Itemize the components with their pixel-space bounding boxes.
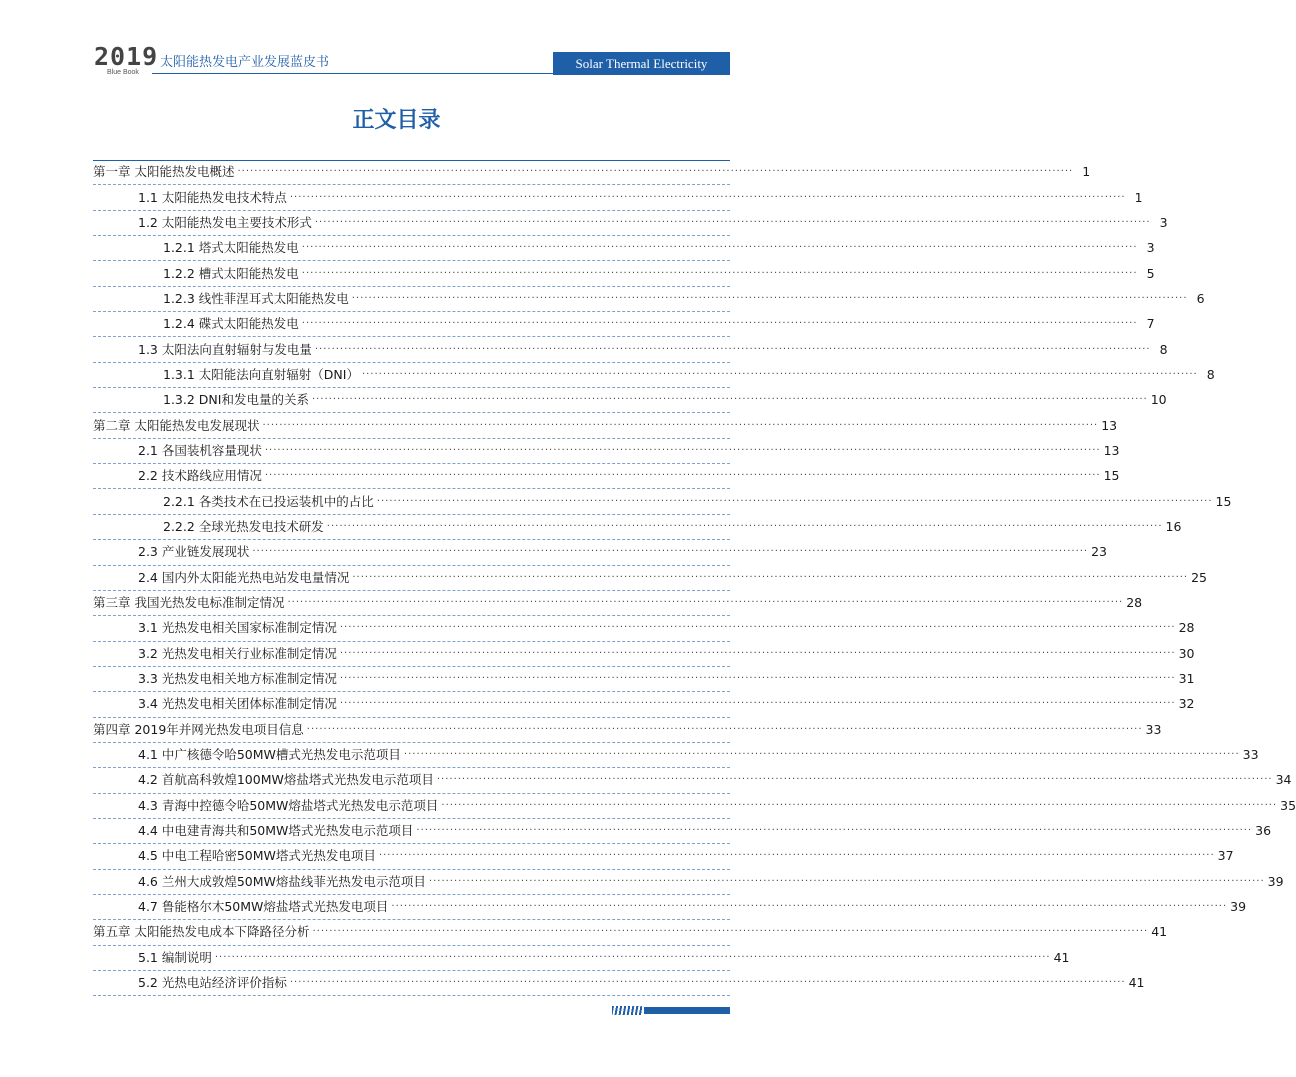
toc-entry-page: 8 (1206, 366, 1215, 382)
toc-leader-dots: ········································································································································································································ (214, 951, 1051, 963)
toc-leader-dots: ········································································································································································································ (314, 216, 1151, 228)
toc-entry[interactable] (93, 692, 1195, 717)
toc-entry-label: 5.2 光热电站经济评价指标 (138, 975, 287, 991)
toc-entry-page: 41 (1151, 924, 1168, 940)
toc-entry-page: 15 (1103, 468, 1120, 484)
toc-entry[interactable] (93, 185, 1143, 210)
toc-entry-label: 2.1 各国装机容量现状 (138, 442, 262, 458)
toc-entry-page: 5 (1146, 265, 1155, 281)
toc-entry-page: 1 (1134, 189, 1143, 205)
toc-leader-dots: ········································································································································································································ (301, 318, 1138, 330)
toc-entry-page: 13 (1103, 442, 1120, 458)
toc-entry[interactable] (93, 743, 1259, 768)
toc-entry[interactable] (93, 160, 1091, 185)
toc-entry[interactable] (93, 388, 1167, 413)
toc-entry-label: 第四章 2019年并网光热发电项目信息 (93, 721, 304, 737)
toc-leader-dots: ········································································································································································································ (262, 419, 1099, 431)
toc-entry-label: 1.2.1 塔式太阳能热发电 (163, 240, 299, 256)
toc-leader-dots: ········································································································································································································ (339, 698, 1176, 710)
toc-entry-page: 15 (1215, 493, 1232, 509)
toc-entry-label: 2.4 国内外太阳能光热电站发电量情况 (138, 569, 350, 585)
header-rule (152, 73, 553, 74)
toc-entry-page: 37 (1217, 848, 1234, 864)
toc-entry[interactable] (93, 439, 1120, 464)
toc-entry-page: 41 (1128, 975, 1145, 991)
toc-entry-page: 33 (1145, 721, 1162, 737)
toc-entry-label: 4.3 青海中控德令哈50MW熔盐塔式光热发电示范项目 (138, 797, 439, 813)
toc-entry-page: 31 (1178, 671, 1195, 687)
toc-entry-label: 2.2 技术路线应用情况 (138, 468, 262, 484)
toc-entry-page: 28 (1178, 620, 1195, 636)
toc-leader-dots: ········································································································································································································ (312, 926, 1149, 938)
toc-leader-dots: ········································································································································································································ (436, 774, 1273, 786)
toc-leader-dots: ········································································································································································································ (326, 520, 1163, 532)
toc-leader-dots: ········································································································································································································ (314, 343, 1151, 355)
toc-entry-page: 32 (1178, 696, 1195, 712)
toc-leader-dots: ········································································································································································································ (339, 622, 1176, 634)
toc-entry[interactable] (93, 768, 1292, 793)
toc-entry-page: 10 (1150, 392, 1167, 408)
toc-entry-label: 3.1 光热发电相关国家标准制定情况 (138, 620, 337, 636)
toc-entry[interactable] (93, 464, 1120, 489)
toc-leader-dots: ········································································································································································································ (416, 825, 1253, 837)
toc-entry[interactable] (93, 540, 1108, 565)
toc-entry[interactable] (93, 616, 1195, 641)
toc-entry[interactable] (93, 287, 1205, 312)
toc-entry-label: 3.4 光热发电相关团体标准制定情况 (138, 696, 337, 712)
toc-entry-label: 1.2 太阳能热发电主要技术形式 (138, 214, 312, 230)
toc-entry-label: 第二章 太阳能热发电发展现状 (93, 417, 260, 433)
toc-entry-label: 1.2.2 槽式太阳能热发电 (163, 265, 299, 281)
toc-entry-label: 2.2.1 各类技术在已投运装机中的占比 (163, 493, 374, 509)
toc-entry[interactable] (93, 920, 1168, 945)
toc-entry-page: 39 (1230, 899, 1247, 915)
toc-entry[interactable] (93, 413, 1118, 438)
toc-entry[interactable] (93, 363, 1215, 388)
toc-entry[interactable] (93, 337, 1168, 362)
toc-leader-dots: ········································································································································································································ (264, 444, 1101, 456)
toc-entry-page: 34 (1275, 772, 1292, 788)
toc-entry[interactable] (93, 312, 1155, 337)
toc-leader-dots: ········································································································································································································ (428, 875, 1265, 887)
toc-leader-dots: ········································································································································································································ (237, 166, 1074, 178)
toc-entry-label: 1.3.1 太阳能法向直射辐射（DNI） (163, 366, 359, 382)
toc-leader-dots: ········································································································································································································ (351, 292, 1188, 304)
toc-leader-dots: ········································································································································································································ (289, 977, 1126, 989)
toc-entry-page: 3 (1146, 240, 1155, 256)
toc-entry-page: 7 (1146, 316, 1155, 332)
toc-leader-dots: ········································································································································································································ (252, 546, 1089, 558)
toc-entry-label: 3.3 光热发电相关地方标准制定情况 (138, 671, 337, 687)
toc-entry-label: 2.2.2 全球光热发电技术研发 (163, 518, 324, 534)
toc-leader-dots: ········································································································································································································ (339, 647, 1176, 659)
header-title: 太阳能热发电产业发展蓝皮书 (160, 55, 330, 70)
toc-entry-page: 36 (1255, 823, 1272, 839)
footer-stripes-decoration (612, 1006, 642, 1015)
toc-entry-label: 4.4 中电建青海共和50MW塔式光热发电示范项目 (138, 823, 414, 839)
toc-entry[interactable] (93, 591, 1143, 616)
toc-entry[interactable] (93, 895, 1247, 920)
toc-entry-label: 1.3.2 DNI和发电量的关系 (163, 392, 309, 408)
toc-entry-page: 8 (1159, 341, 1168, 357)
toc-entry-label: 第五章 太阳能热发电成本下降路径分析 (93, 924, 310, 940)
toc-leader-dots: ········································································································································································································ (441, 799, 1278, 811)
toc-entry[interactable] (93, 489, 1232, 514)
toc-leader-dots: ········································································································································································································ (264, 470, 1101, 482)
toc-entry[interactable] (93, 870, 1284, 895)
toc-entry-page: 30 (1178, 645, 1195, 661)
toc-entry-label: 1.2.4 碟式太阳能热发电 (163, 316, 299, 332)
toc-leader-dots: ········································································································································································································ (378, 850, 1215, 862)
header-english-title: Solar Thermal Electricity (553, 52, 730, 75)
page-title: 正文目录 (352, 108, 441, 133)
toc-leader-dots: ········································································································································································································ (311, 394, 1148, 406)
toc-entry-label: 4.1 中广核德令哈50MW槽式光热发电示范项目 (138, 747, 401, 763)
toc-entry-label: 4.5 中电工程哈密50MW塔式光热发电项目 (138, 848, 376, 864)
toc-entry-page: 3 (1159, 214, 1168, 230)
table-of-contents (93, 160, 1296, 996)
toc-leader-dots: ········································································································································································································ (287, 597, 1124, 609)
toc-entry[interactable] (93, 667, 1195, 692)
toc-leader-dots: ········································································································································································································ (352, 571, 1189, 583)
toc-entry[interactable] (93, 236, 1155, 261)
toc-entry-page: 6 (1196, 290, 1205, 306)
toc-entry[interactable] (93, 718, 1162, 743)
footer-bar-decoration (644, 1007, 730, 1014)
toc-leader-dots: ········································································································································································································ (301, 267, 1138, 279)
toc-entry-label: 4.6 兰州大成敦煌50MW熔盐线菲光热发电示范项目 (138, 873, 426, 889)
toc-entry[interactable] (93, 794, 1296, 819)
toc-entry-label: 5.1 编制说明 (138, 949, 212, 965)
toc-entry-page: 35 (1280, 797, 1296, 813)
toc-entry-label: 1.2.3 线性菲涅耳式太阳能热发电 (163, 290, 349, 306)
toc-leader-dots: ········································································································································································································ (306, 723, 1143, 735)
toc-entry[interactable] (93, 946, 1070, 971)
toc-leader-dots: ········································································································································································································ (391, 901, 1228, 913)
header-year-subtitle: Blue Book (107, 69, 139, 76)
toc-leader-dots: ········································································································································································································ (301, 242, 1138, 254)
toc-leader-dots: ········································································································································································································ (289, 191, 1126, 203)
toc-entry[interactable] (93, 515, 1182, 540)
toc-entry-label: 4.2 首航高科敦煌100MW熔盐塔式光热发电示范项目 (138, 772, 434, 788)
toc-entry[interactable] (93, 971, 1145, 996)
toc-entry-page: 25 (1191, 569, 1208, 585)
toc-leader-dots: ········································································································································································································ (403, 749, 1240, 761)
toc-entry[interactable] (93, 566, 1208, 591)
toc-entry-page: 28 (1126, 595, 1143, 611)
toc-entry-page: 33 (1242, 747, 1259, 763)
toc-entry[interactable] (93, 819, 1272, 844)
toc-leader-dots: ········································································································································································································ (339, 673, 1176, 685)
toc-entry-label: 2.3 产业链发展现状 (138, 544, 250, 560)
toc-entry[interactable] (93, 642, 1195, 667)
toc-entry-label: 4.7 鲁能格尔木50MW熔盐塔式光热发电项目 (138, 899, 389, 915)
toc-leader-dots: ········································································································································································································ (376, 495, 1213, 507)
toc-entry-page: 41 (1053, 949, 1070, 965)
toc-entry-label: 3.2 光热发电相关行业标准制定情况 (138, 645, 337, 661)
toc-entry-page: 1 (1082, 164, 1091, 180)
toc-entry-label: 第一章 太阳能热发电概述 (93, 164, 235, 180)
toc-entry-page: 23 (1091, 544, 1108, 560)
toc-entry-page: 13 (1101, 417, 1118, 433)
toc-entry[interactable] (93, 844, 1234, 869)
toc-entry-label: 1.1 太阳能热发电技术特点 (138, 189, 287, 205)
toc-entry-label: 第三章 我国光热发电标准制定情况 (93, 595, 285, 611)
toc-entry-page: 16 (1165, 518, 1182, 534)
toc-entry-page: 39 (1267, 873, 1284, 889)
toc-entry[interactable] (93, 211, 1168, 236)
toc-entry[interactable] (93, 261, 1155, 286)
header-year: 2019 (94, 42, 159, 71)
toc-entry-label: 1.3 太阳法向直射辐射与发电量 (138, 341, 312, 357)
toc-leader-dots: ········································································································································································································ (361, 368, 1198, 380)
